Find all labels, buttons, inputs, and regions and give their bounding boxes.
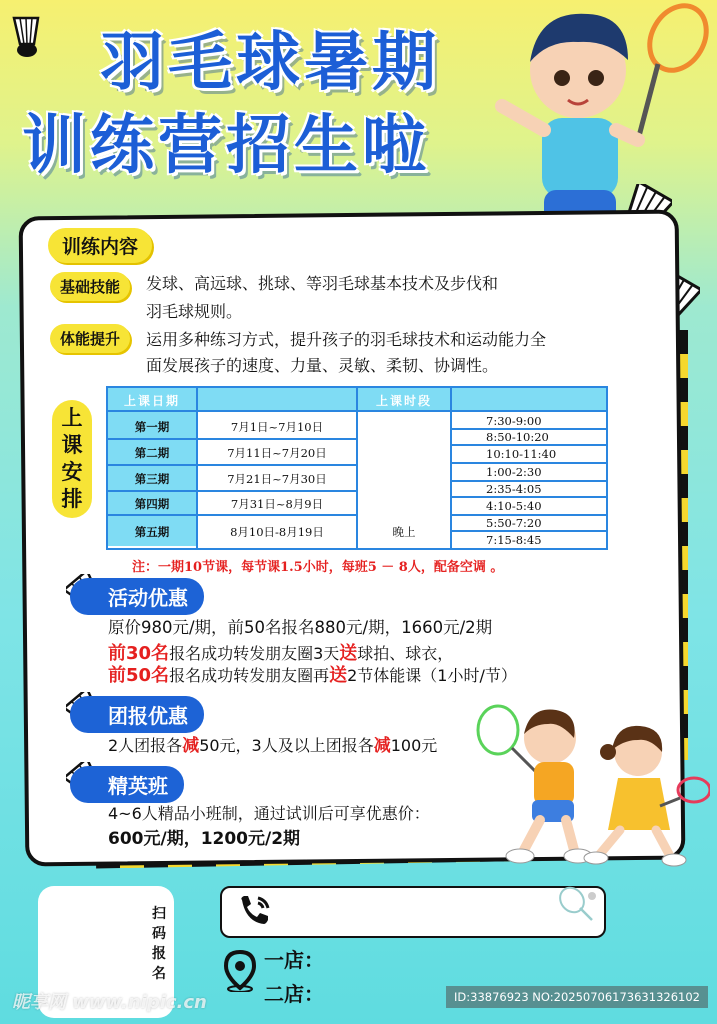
elite-line-1: 4~6人精品小班制，通过试训后可享优惠价： <box>108 804 430 823</box>
kids-playing-illustration <box>470 700 710 870</box>
promo-line-3-mid: 报名成功转发朋友圈再 <box>169 666 330 685</box>
schedule-note: 注：一期10节课，每节课1.5小时，每班5 － 8人，配备空调 。 <box>132 560 504 575</box>
schedule-grid <box>106 386 608 550</box>
title-line-1: 羽毛球暑期 <box>100 26 440 100</box>
promo-line-2-tail: 球拍、球衣， <box>357 644 454 663</box>
qr-label: 扫码报名 <box>152 906 166 982</box>
shuttlecock-icon <box>8 14 58 60</box>
time-slot: 10:10-11:40 <box>486 447 557 461</box>
basic-skills-label: 基础技能 <box>50 272 130 301</box>
group-text-part: 50元，3人及以上团报各 <box>199 736 374 755</box>
period-name: 第五期 <box>134 525 170 539</box>
schedule-side-char: 课 <box>61 433 83 457</box>
time-slot: 5:50-7:20 <box>486 516 542 530</box>
group-text-red: 减 <box>373 736 391 756</box>
period-name: 第三期 <box>134 472 170 486</box>
store-1-label: 一店： <box>264 948 324 972</box>
promo-line-2-mid: 报名成功转发朋友圈3天 <box>169 644 340 663</box>
period-name: 第一期 <box>134 420 170 434</box>
schedule-header-time: 上课时段 <box>375 394 432 408</box>
promo-line-2-red: 前30名 <box>108 643 170 664</box>
group-text-part: 2人团报各 <box>108 736 183 755</box>
promo-line-3-red: 送 <box>329 665 348 686</box>
period-name: 第四期 <box>134 497 170 511</box>
promo-line-2-red: 送 <box>339 643 358 664</box>
schedule-side-char: 排 <box>61 487 83 511</box>
time-slot: 4:10-5:40 <box>486 499 542 513</box>
evening-label: 晚上 <box>392 525 416 539</box>
schedule-side-char: 上 <box>61 406 83 430</box>
period-dates: 7月1日~7月10日 <box>230 420 324 434</box>
time-slot: 2:35-4:05 <box>486 482 542 496</box>
watermark-right: ID:33876923 NO:20250706173631326102 <box>446 986 708 1008</box>
fitness-label: 体能提升 <box>50 324 130 353</box>
promo-header: 活动优惠 <box>70 578 204 615</box>
period-dates: 8月10日-8月19日 <box>230 525 324 539</box>
time-slot: 7:30-9:00 <box>486 414 542 428</box>
promo-line-3 <box>108 662 517 689</box>
period-dates: 7月21日~7月30日 <box>227 472 327 486</box>
time-slot: 1:00-2:30 <box>486 465 542 479</box>
period-dates: 7月31日~8月9日 <box>230 497 324 511</box>
group-text <box>108 732 437 760</box>
group-header: 团报优惠 <box>70 696 204 733</box>
group-text-red: 减 <box>182 736 200 756</box>
training-header <box>48 228 152 263</box>
fitness-text-2: 面发展孩子的速度、力量、灵敏、柔韧、协调性。 <box>146 356 499 375</box>
schedule-header-date: 上课日期 <box>123 394 180 408</box>
basic-skills-text-2: 羽毛球规则。 <box>146 302 243 321</box>
fitness-text-1: 运用多种练习方式，提升孩子的羽毛球技术和运动能力全 <box>146 330 547 349</box>
phone-icon <box>236 894 274 928</box>
phone-box[interactable] <box>220 886 606 938</box>
basic-skills-text-1: 发球、高远球、挑球、等羽毛球基本技术及步伐和 <box>146 274 499 293</box>
elite-header: 精英班 <box>70 766 184 803</box>
store-2-label: 二店： <box>264 982 324 1006</box>
racket-icon <box>556 884 600 928</box>
promo-line-1: 原价980元/期，前50名报名880元/期，1660元/2期 <box>108 618 493 637</box>
group-text-part: 100元 <box>390 736 438 755</box>
promo-line-3-tail: 2节体能课（1小时/节） <box>347 666 517 685</box>
training-header-label: 训练内容 <box>62 236 139 258</box>
title-line-2: 训练营招生啦 <box>22 109 430 183</box>
schedule-side-char: 安 <box>61 460 83 484</box>
schedule-side-label <box>52 400 92 518</box>
period-dates: 7月11日~7月20日 <box>227 446 327 460</box>
watermark-left: 昵享网 www.nipic.cn <box>12 992 207 1013</box>
elite-line-2: 600元/期，1200元/2期 <box>108 829 301 849</box>
promo-line-3-red: 前50名 <box>108 665 170 686</box>
time-slot: 7:15-8:45 <box>486 533 542 547</box>
period-name: 第二期 <box>134 446 170 460</box>
location-pin-icon <box>222 950 258 992</box>
time-slot: 8:50-10:20 <box>486 430 549 444</box>
